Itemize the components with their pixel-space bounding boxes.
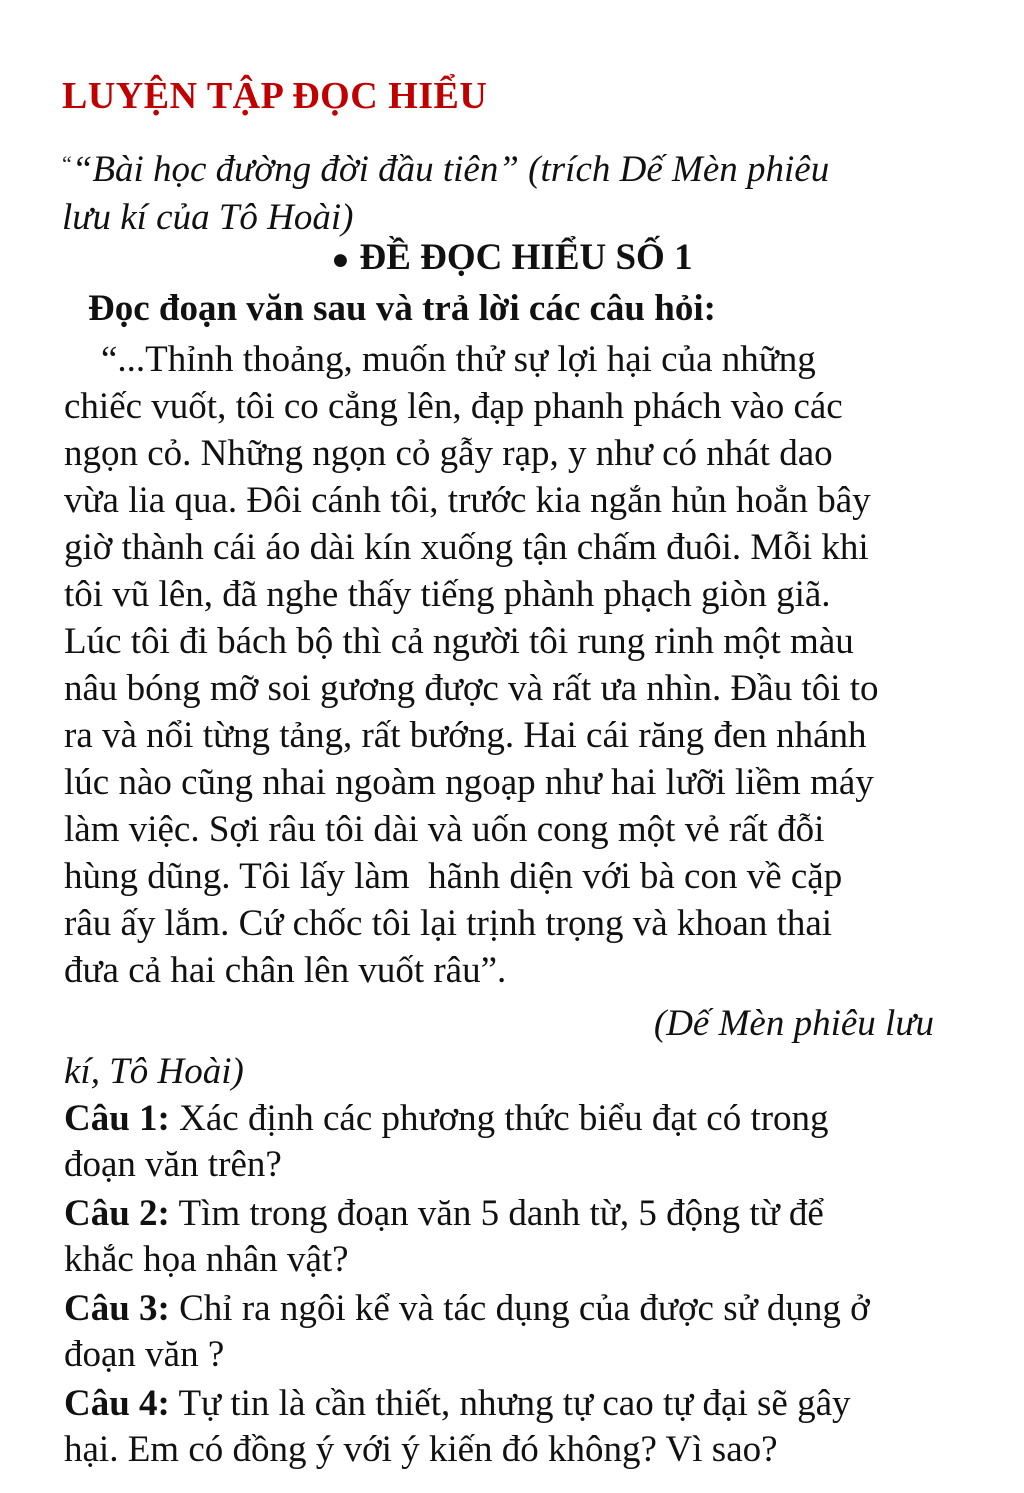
- question-item: [64, 1096, 964, 1188]
- question-item: [64, 1191, 964, 1283]
- question-text-cont: đoạn văn trên?: [64, 1144, 282, 1185]
- question-text: Tìm trong đoạn văn 5 danh từ, 5 động từ để: [169, 1193, 824, 1234]
- subtitle-line-1: “Bài học đường đời đầu tiên” (trích Dế Mèn phiêu: [71, 149, 830, 190]
- subtitle-quote-mark: “: [62, 151, 72, 176]
- passage-line: “...Thỉnh thoảng, muốn thử sự lợi hại của những: [64, 339, 816, 380]
- question-label: Câu 3:: [64, 1288, 170, 1329]
- passage-line: râu ấy lắm. Cứ chốc tôi lại trịnh trọng và khoan thai: [64, 903, 833, 944]
- passage-line: lúc nào cũng nhai ngoàm ngoạp như hai lưỡi liềm máy: [64, 762, 874, 803]
- passage-line: giờ thành cái áo dài kín xuống tận chấm đuôi. Mỗi khi: [64, 527, 869, 568]
- reading-passage: [64, 336, 964, 994]
- question-item: [64, 1381, 964, 1473]
- passage-line: ngọn cỏ. Những ngọn cỏ gẫy rạp, y như có nhát dao: [64, 433, 833, 474]
- exam-title-text: ĐỀ ĐỌC HIỂU SỐ 1: [359, 237, 693, 278]
- question-label: Câu 1:: [64, 1098, 170, 1139]
- passage-line: tôi vũ lên, đã nghe thấy tiếng phành phạch giòn giã.: [64, 574, 831, 615]
- question-text: Chỉ ra ngôi kể và tác dụng của được sử dụng ở: [169, 1288, 870, 1329]
- question-text: Tự tin là cần thiết, nhưng tự cao tự đại sẽ gây: [169, 1383, 851, 1424]
- question-label: Câu 4:: [64, 1383, 170, 1424]
- bullet-icon: ●: [331, 243, 350, 276]
- question-text: Xác định các phương thức biểu đạt có trong: [169, 1098, 829, 1139]
- passage-line: nâu bóng mỡ soi gương được và rất ưa nhìn. Đầu tôi to: [64, 668, 879, 709]
- passage-line: đưa cả hai chân lên vuốt râu”.: [64, 950, 507, 991]
- question-text-cont: hại. Em có đồng ý với ý kiến đó không? Vì sao?: [64, 1429, 778, 1470]
- source-line-2: kí, Tô Hoài): [64, 1051, 244, 1092]
- lesson-subtitle: [62, 140, 962, 242]
- passage-line: chiếc vuốt, tôi co cẳng lên, đạp phanh phách vào các: [64, 386, 843, 427]
- question-list: [64, 1096, 964, 1476]
- exam-title: [0, 236, 1024, 279]
- source-line-1: (Dế Mèn phiêu lưu: [653, 1003, 934, 1044]
- page-heading: LUYỆN TẬP ĐỌC HIỂU: [62, 75, 488, 117]
- subtitle-line-2: lưu kí của Tô Hoài): [62, 197, 354, 238]
- passage-line: hùng dũng. Tôi lấy làm hãnh diện với bà con về cặp: [64, 856, 843, 897]
- passage-line: vừa lia qua. Đôi cánh tôi, trước kia ngắn hủn hoẳn bây: [64, 480, 871, 521]
- question-label: Câu 2:: [64, 1193, 170, 1234]
- question-text-cont: khắc họa nhân vật?: [64, 1239, 349, 1280]
- passage-line: làm việc. Sợi râu tôi dài và uốn cong một vẻ rất đỗi: [64, 809, 825, 850]
- passage-line: ra và nổi từng tảng, rất bướng. Hai cái răng đen nhánh: [64, 715, 867, 756]
- reading-instruction: Đọc đoạn văn sau và trả lời các câu hỏi:: [88, 288, 716, 329]
- passage-source: [64, 1000, 934, 1096]
- passage-line: Lúc tôi đi bách bộ thì cả người tôi rung rinh một màu: [64, 621, 854, 662]
- question-text-cont: đoạn văn ?: [64, 1334, 225, 1375]
- question-item: [64, 1286, 964, 1378]
